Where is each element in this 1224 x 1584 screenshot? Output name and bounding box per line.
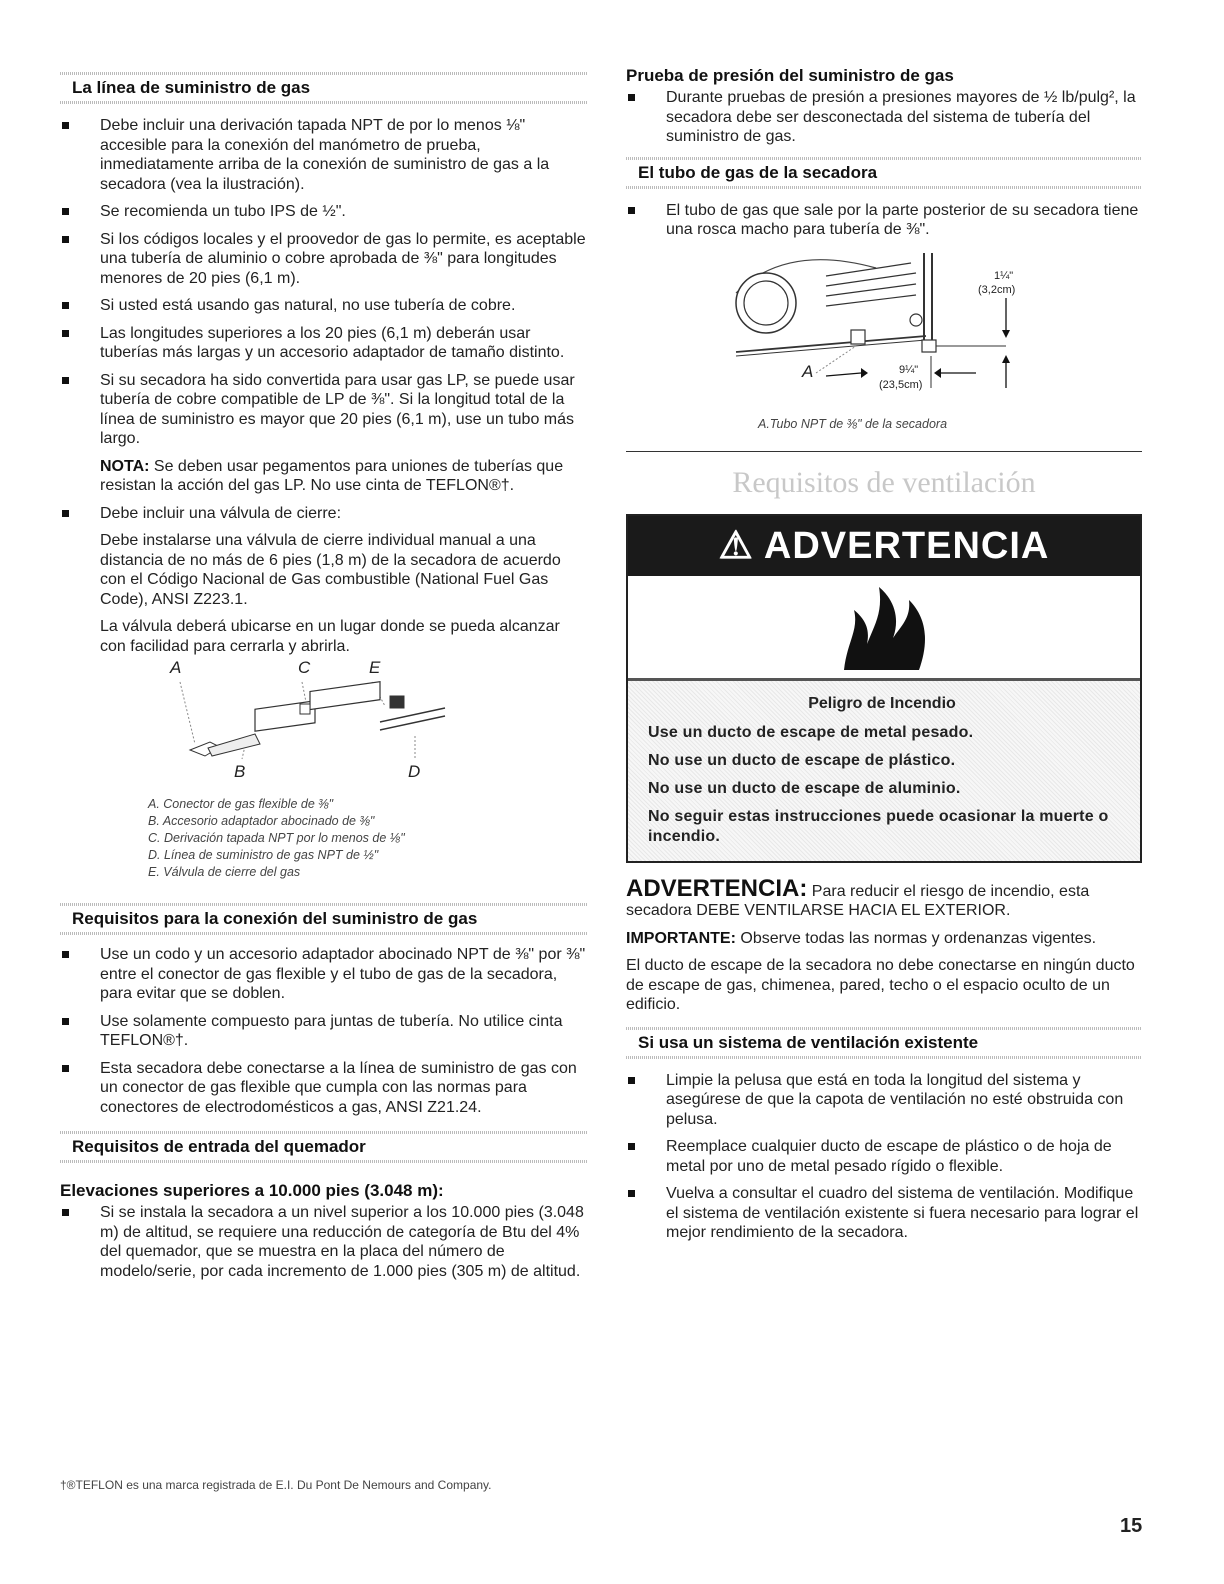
warning-line: No use un ducto de escape de plástico. <box>648 751 956 769</box>
bullet-icon <box>628 1077 635 1084</box>
section-heading-existing: Si usa un sistema de ventilación existente <box>626 1027 1142 1059</box>
section-heading-connection: Requisitos para la conexión del suministro de gas <box>60 903 588 935</box>
fire-hazard-title: Peligro de Incendio <box>808 694 956 712</box>
duct-paragraph: El ducto de escape de la secadora no debe conectarse en ningún ducto de escape de gas, chimenea, pared, techo o el espacio oculto de un edificio. <box>626 957 1135 1013</box>
valve-paragraph-1: Debe instalarse una válvula de cierre individual manual a una distancia de no más de 6 pies (1,8 m) de la secadora de acuerdo con el Código Nacional de Gas combustible (National Fuel Gas Code), ANSI Z223.1. <box>100 532 561 608</box>
list-item: Reemplace cualquier ducto de escape de plástico o de hoja de metal por uno de metal pesado rígido o flexible. <box>626 1137 1142 1176</box>
dryer-pipe-list <box>626 201 1142 240</box>
warning-line: No use un ducto de escape de aluminio. <box>648 779 961 797</box>
list-item: Si su secadora ha sido convertida para usar gas LP, se puede usar tubería de cobre compatible de LP de ⅜". Si la longitud total de la línea de suministro es mayor que 20 pies (6,1 m), use un tubo más largo. <box>60 371 588 449</box>
valve-paragraph-2: La válvula deberá ubicarse en un lugar donde se pueda alcanzar con facilidad para cerrarla y abrirla. <box>100 618 560 655</box>
figure-label-d: D <box>408 762 421 781</box>
list-item: Debe incluir una válvula de cierre: <box>60 504 588 524</box>
pressure-heading: Prueba de presión del suministro de gas <box>626 66 954 85</box>
list-item: Si se instala la secadora a un nivel superior a los 10.000 pies (3.048 m) de altitud, se requiere una reducción de categoría de Btu del 4% del quemador, que se muestra en la placa del número de modelo/serie, por cada incremento de 1.000 pies (305 m) de altitud. <box>60 1203 588 1281</box>
fire-icon <box>829 582 939 672</box>
list-item: Si usted está usando gas natural, no use tubería de cobre. <box>60 296 588 316</box>
bullet-icon <box>62 1065 69 1072</box>
list-item: Limpie la pelusa que está en toda la longitud del sistema y asegúrese de que la capota de ventilación no esté obstruida con pelusa. <box>626 1071 1142 1130</box>
fire-hazard-area <box>628 576 1140 678</box>
gas-connector-captions <box>148 796 588 881</box>
figure-label-e: E <box>369 658 381 677</box>
dimension-2-metric: (23,5cm) <box>879 378 923 391</box>
footnote: †®TEFLON es una marca registrada de E.I. Du Pont De Nemours and Company. <box>60 1478 492 1492</box>
list-item: Durante pruebas de presión a presiones mayores de ½ lb/pulg², la secadora debe ser desconectada del sistema de tubería del suministro de gas. <box>626 88 1142 147</box>
warning-banner <box>628 516 1140 576</box>
importante-paragraph: IMPORTANTE: Observe todas las normas y ordenanzas vigentes. <box>626 929 1097 947</box>
dryer-pipe-figure <box>726 248 1056 418</box>
bullet-icon <box>628 1143 635 1150</box>
caption: C. Derivación tapada NPT por lo menos de ⅛" <box>148 831 405 845</box>
bullet-icon <box>628 1190 635 1197</box>
warning-banner-text: ⚠ ADVERTENCIA <box>718 525 1050 567</box>
figure-label-b: B <box>234 762 246 781</box>
connection-list <box>60 945 588 1117</box>
dryer-pipe-caption: A.Tubo NPT de ⅜" de la secadora <box>758 416 948 431</box>
dimension-2-value: 9¼" <box>899 363 919 376</box>
list-item: Las longitudes superiores a los 20 pies (6,1 m) deberán usar tuberías más largas y un accesorio adaptador de tamaño distinto. <box>60 324 588 363</box>
bullet-icon <box>62 122 69 129</box>
left-column <box>60 60 588 1289</box>
warning-box <box>626 514 1142 863</box>
section-heading-dryer-pipe: El tubo de gas de la secadora <box>626 157 1142 189</box>
burner-list <box>60 1203 588 1281</box>
warning-text-area <box>628 678 1140 861</box>
bullet-icon <box>62 510 69 517</box>
list-item: Se recomienda un tubo IPS de ½". <box>60 202 588 222</box>
burner-subheading: Elevaciones superiores a 10.000 pies (3.048 m): <box>60 1181 444 1200</box>
bullet-icon <box>62 208 69 215</box>
pressure-list <box>626 88 1142 147</box>
bullet-icon <box>628 207 635 214</box>
figure-label-c: C <box>298 658 311 677</box>
right-column <box>626 60 1142 1251</box>
nota-paragraph: NOTA: Se deben usar pegamentos para uniones de tuberías que resistan la acción del gas LP. No use cinta de TEFLON®†. <box>100 457 564 494</box>
bullet-icon <box>62 951 69 958</box>
caption: D. Línea de suministro de gas NPT de ½" <box>148 848 379 862</box>
dimension-1-metric: (3,2cm) <box>978 283 1016 296</box>
caption: A. Conector de gas flexible de ⅜" <box>148 797 334 811</box>
gas-line-list <box>60 116 588 449</box>
list-item: Debe incluir una derivación tapada NPT de por lo menos ⅛" accesible para la conexión del manómetro de prueba, inmediatamente arriba de la conexión de suministro de gas a la secadora (vea la ilustración). <box>60 116 588 194</box>
list-item: Vuelva a consultar el cuadro del sistema de ventilación. Modifique el sistema de ventilación existente si fuera necesario para lograr el mejor rendimiento de la secadora. <box>626 1184 1142 1243</box>
list-item: Use solamente compuesto para juntas de tubería. No utilice cinta TEFLON®†. <box>60 1012 588 1051</box>
list-item: Use un codo y un accesorio adaptador abocinado NPT de ⅜" por ⅜" entre el conector de gas flexible y el tubo de gas de la secadora, para evitar que se doblen. <box>60 945 588 1004</box>
bullet-icon <box>62 1018 69 1025</box>
figure-label-a: A <box>170 658 182 677</box>
bullet-icon <box>62 236 69 243</box>
warning-line: No seguir estas instrucciones puede ocasionar la muerte o incendio. <box>648 807 1109 845</box>
bullet-icon <box>62 302 69 309</box>
warning-line: Use un ducto de escape de metal pesado. <box>648 723 974 741</box>
bullet-icon <box>62 330 69 337</box>
section-heading-burner: Requisitos de entrada del quemador <box>60 1131 588 1163</box>
gas-connector-illustration <box>150 664 450 784</box>
list-item: El tubo de gas que sale por la parte posterior de su secadora tiene una rosca macho para tubería de ⅜". <box>626 201 1142 240</box>
advertencia-paragraph: ADVERTENCIA: Para reducir el riesgo de incendio, esta secadora DEBE VENTILARSE HACIA EL EXTERIOR. <box>626 874 1090 919</box>
dimension-1-value: 1¼" <box>994 269 1014 282</box>
gas-connector-figure <box>150 658 450 784</box>
section-heading-gas-line: La línea de suministro de gas <box>60 72 588 104</box>
page-number: 15 <box>1120 1515 1143 1537</box>
bullet-icon <box>62 1209 69 1216</box>
vent-section-title: Requisitos de ventilación <box>732 465 1036 499</box>
list-item: Si los códigos locales y el proovedor de gas lo permite, es aceptable una tubería de aluminio o cobre aprobada de ⅜" para longitudes menores de 20 pies (6,1 m). <box>60 230 588 289</box>
bullet-icon <box>62 377 69 384</box>
section-divider <box>626 451 1142 452</box>
existing-list <box>626 1071 1142 1243</box>
list-item: Esta secadora debe conectarse a la línea de suministro de gas con un conector de gas flexible que cumpla con las normas para conectores de electrodomésticos a gas, ANSI Z21.24. <box>60 1059 588 1118</box>
figure-label-a: A <box>802 361 814 381</box>
caption: B. Accesorio adaptador abocinado de ⅜" <box>148 814 375 828</box>
caption: E. Válvula de cierre del gas <box>148 865 301 879</box>
bullet-icon <box>628 94 635 101</box>
